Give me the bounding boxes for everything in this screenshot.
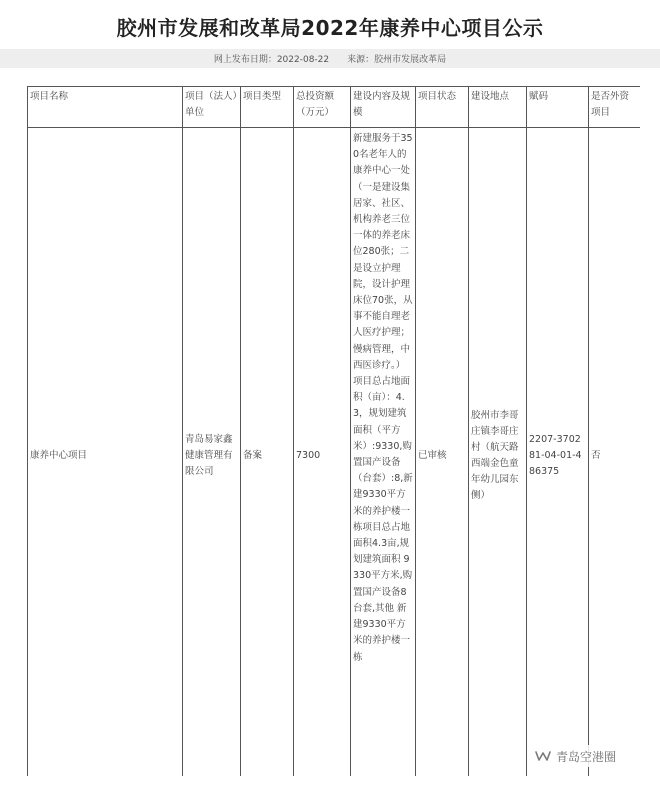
meta-bar: [0, 49, 660, 68]
cell-investment: 7300: [294, 128, 351, 777]
cell-scope: 新建服务于350名老年人的康养中心一处（一是建设集居家、社区、机构养老三位一体的养老床位280张；二是设立护理院，设计护理床位70张，从事不能自理老人医疗护理；慢病管理，中西医诊疗。）项目总占地面积（亩）：4.3，规划建筑面积（平方米）:9330,购置国产设备（台套）:8,新建9330平方米的养护楼一栋项目总占地面积4.3亩,规划建筑面积 9330平方米,购置国产设备8台套,其他 新建9330平方米的养护楼一栋: [351, 128, 416, 777]
col-header-scope: 建设内容及规模: [351, 87, 416, 128]
source-label: 来源：胶州市发展改革局: [347, 55, 447, 65]
publish-date: 网上发布日期：2022-08-22: [213, 55, 330, 65]
cell-location: 胶州市李哥庄镇李哥庄村（航天路西端金色童年幼儿园东侧）: [469, 128, 527, 777]
cell-project-name: 康养中心项目: [28, 128, 183, 777]
col-header-foreign: 是否外资项目: [589, 87, 641, 128]
col-header-location: 建设地点: [469, 87, 527, 128]
project-table-wrapper: [27, 86, 640, 776]
watermark: [530, 745, 620, 767]
table-header-row: [28, 87, 641, 128]
col-header-code: 赋码: [527, 87, 589, 128]
cell-project-type: 备案: [241, 128, 294, 777]
col-header-unit: 项目（法人）单位: [183, 87, 241, 128]
col-header-type: 项目类型: [241, 87, 294, 128]
watermark-text: 青岛空港圈: [556, 749, 617, 764]
table-row: [28, 128, 641, 777]
col-header-investment: 总投资额（万元）: [294, 87, 351, 128]
wechat-channel-icon: [534, 749, 552, 763]
cell-project-unit: 青岛易家鑫健康管理有限公司: [183, 128, 241, 777]
cell-status: 已审核: [416, 128, 469, 777]
project-table: [27, 86, 640, 776]
cell-code: 2207-370281-04-01-486375: [527, 128, 589, 777]
cell-foreign: 否: [589, 128, 641, 777]
page-title: 胶州市发展和改革局2022年康养中心项目公示: [116, 16, 544, 40]
col-header-name: 项目名称: [28, 87, 183, 128]
col-header-status: 项目状态: [416, 87, 469, 128]
